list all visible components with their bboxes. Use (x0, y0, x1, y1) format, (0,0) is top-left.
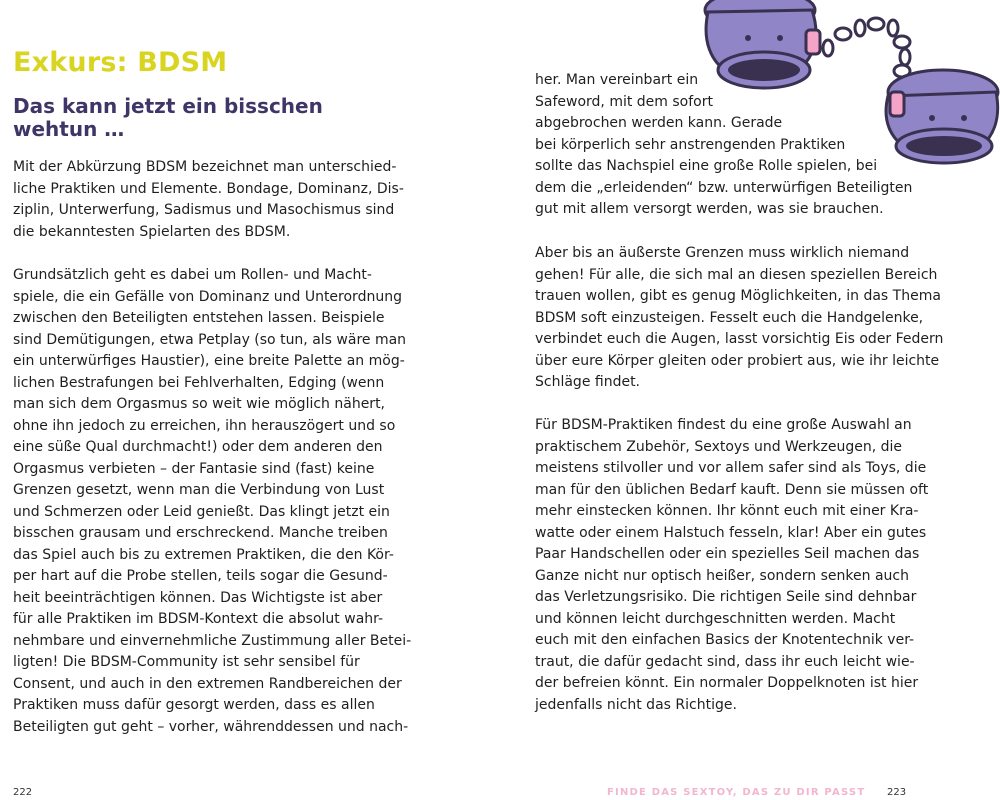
text-line: gut mit allem versorgt werden, was sie brauchen. (535, 201, 884, 217)
text-line: Beteiligten gut geht – vorher, währenddessen und nach- (13, 718, 409, 735)
text-line: Orgasmus verbieten – der Fantasie sind (fast) keine (13, 460, 375, 477)
left-paragraph-2 (13, 265, 411, 738)
text-line: verbindet euch die Augen, lasst vorsichtig Eis oder Federn (535, 331, 944, 347)
text-line: sollte das Nachspiel eine große Rolle spielen, bei (535, 158, 878, 174)
text-line: heit beeinträchtigen können. Das Wichtigste ist aber (13, 589, 383, 606)
right-paragraph-2 (535, 243, 943, 394)
text-line: BDSM soft einzusteigen. Fesselt euch die Handgelenke, (535, 309, 924, 326)
text-line: der befreien könnt. Ein normaler Doppelknoten ist hier (535, 675, 919, 691)
page-number-left: 222 (13, 787, 33, 798)
page-number-right: 223 (887, 787, 907, 798)
right-paragraph-3 (535, 415, 928, 716)
text-line: über eure Körper gleiten oder probiert aus, wie ihr leichte (535, 352, 940, 369)
text-line: Grenzen gesetzt, wenn man die Verbindung von Lust (13, 482, 385, 498)
text-line: das Verletzungsrisiko. Die richtigen Seile sind dehnbar (535, 589, 917, 605)
text-line: Paar Handschellen oder ein spezielles Seil machen das (535, 546, 920, 562)
text-line: nehmbare und einvernehmliche Zustimmung aller Betei- (13, 632, 412, 649)
text-line: zwischen den Beteiligten entstehen lassen. Beispiele (13, 310, 385, 326)
section-title: Exkurs: BDSM (13, 47, 228, 78)
text-line: praktischem Zubehör, Sextoys und Werkzeugen, die (535, 438, 903, 455)
text-line: bei körperlich sehr anstrengenden Praktiken (535, 136, 846, 153)
text-line: liche Praktiken und Elemente. Bondage, Dominanz, Dis- (13, 180, 404, 197)
text-line: eine süße Qual durchmacht!) oder dem anderen den (13, 439, 383, 455)
text-line: meistens stilvoller und vor allem safer sind als Toys, die (535, 460, 927, 476)
subtitle: Das kann jetzt ein bisschen wehtun … (13, 94, 323, 141)
text-line: traut, die dafür gedacht sind, dass ihr euch leicht wie- (535, 653, 915, 670)
text-line: das Spiel auch bis zu extremen Praktiken, die den Kör- (13, 546, 394, 563)
chain (823, 18, 910, 77)
text-line: die bekanntesten Spielarten des BDSM. (13, 223, 291, 240)
text-line: sind Demütigungen, etwa Petplay (so tun, als wäre man (13, 331, 407, 348)
text-line: euch mit den einfachen Basics der Knotentechnik ver- (535, 632, 915, 648)
text-line: trauen wollen, gibt es genug Möglichkeiten, in das Thema (535, 288, 941, 304)
text-line: und können leicht durchgeschnitten werden. Macht (535, 610, 896, 627)
text-line: Aber bis an äußerste Grenzen muss wirklich niemand (535, 245, 910, 261)
text-line: her. Man vereinbart ein (535, 72, 699, 88)
right-paragraph-1 (535, 70, 912, 221)
text-line: dem die „erleidenden“ bzw. unterwürfigen Beteiligten (535, 179, 913, 196)
text-line: Grundsätzlich geht es dabei um Rollen- und Macht- (13, 267, 372, 283)
text-line: Für BDSM-Praktiken findest du eine große Auswahl an (535, 417, 912, 433)
text-line: man für den üblichen Bedarf kauft. Denn sie müssen oft (535, 481, 929, 498)
text-line: man sich dem Orgasmus so weit wie möglich nähert, (13, 396, 386, 412)
text-line: per hart auf die Probe stellen, teils sogar die Gesund- (13, 568, 388, 584)
left-paragraph-1 (13, 157, 404, 243)
text-line: lichen Bestrafungen bei Fehlverhalten, Edging (wenn (13, 374, 385, 391)
text-line: bisschen grausam und erschreckend. Manche treiben (13, 525, 388, 541)
text-line: watte oder einem Halstuch fesseln, klar! Aber ein gutes (535, 524, 927, 541)
text-line: mehr einstecken können. Ihr könnt euch mit einer Kra- (535, 503, 919, 519)
text-line: abgebrochen werden kann. Gerade (535, 115, 783, 131)
text-line: ohne ihn jedoch zu erreichen, ihn herauszögert und so (13, 417, 396, 434)
running-head: FINDE DAS SEXTOY, DAS ZU DIR PASST (607, 787, 866, 798)
right-page (500, 0, 1000, 800)
text-line: Schläge findet. (535, 374, 641, 390)
text-line: und Schmerzen oder Leid genießt. Das klingt jetzt ein (13, 503, 390, 520)
text-line: für alle Praktiken im BDSM-Kontext die absolut wahr- (13, 611, 384, 627)
text-line: gehen! Für alle, die sich mal an diesen speziellen Bereich (535, 266, 938, 283)
text-line: ligten! Die BDSM-Community ist sehr sensibel für (13, 654, 360, 670)
text-line: ziplin, Unterwerfung, Sadismus und Masochismus sind (13, 202, 395, 218)
text-line: spiele, die ein Gefälle von Dominanz und Unterordnung (13, 288, 402, 305)
text-line: ein unterwürfiges Haustier), eine breite Palette an mög- (13, 353, 405, 369)
text-line: Consent, und auch in den extremen Randbereichen der (13, 675, 402, 692)
text-line: Praktiken muss dafür gesorgt werden, dass es allen (13, 697, 375, 713)
text-line: Ganze nicht nur optisch heißer, sondern senken auch (535, 567, 909, 584)
text-line: Mit der Abkürzung BDSM bezeichnet man unterschied- (13, 159, 397, 175)
text-line: Safeword, mit dem sofort (535, 93, 713, 110)
text-line: jedenfalls nicht das Richtige. (535, 696, 737, 713)
